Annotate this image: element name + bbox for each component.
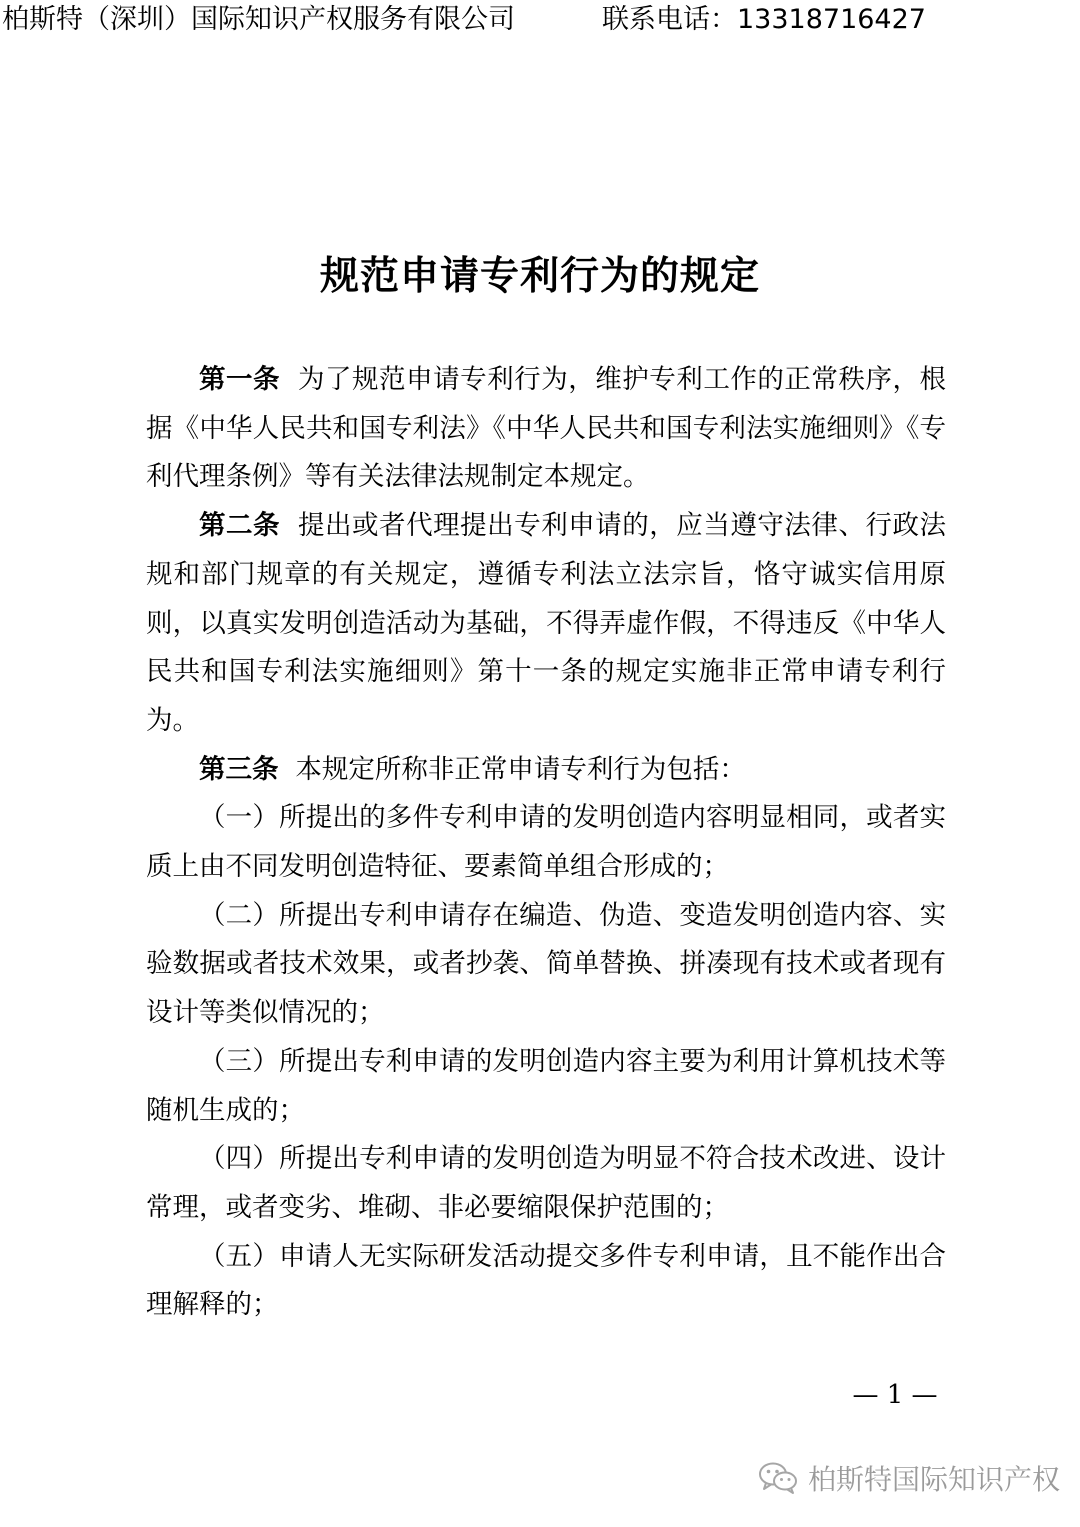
document-body [146,356,946,1330]
wechat-icon [758,1461,798,1495]
wechat-watermark [758,1456,1060,1500]
header-bar [0,0,1080,44]
list-item-text: （三）所提出专利申请的发明创造内容主要为利用计算机技术等随机生成的； [146,1045,946,1126]
company-name: 柏斯特（深圳）国际知识产权服务有限公司 [2,4,515,35]
watermark-text: 柏斯特国际知识产权 [808,1463,1061,1496]
article-text: 为了规范申请专利行为，维护专利工作的正常秩序，根据《中华人民共和国专利法》《中华人民共和国专利法实施细则》《专利代理条例》等有关法律法规制定本规定。 [146,364,947,493]
list-item [146,1233,946,1330]
page-number: — 1 — [852,1380,938,1410]
list-item [146,892,946,1038]
list-item-text: （一）所提出的多件专利申请的发明创造内容明显相同，或者实质上由不同发明创造特征、要素简单组合形成的； [146,802,946,883]
document-title: 规范申请专利行为的规定 [319,253,760,299]
list-item [146,1038,946,1135]
list-item [146,794,946,891]
article-heading: 第二条 [199,510,281,542]
article-heading: 第一条 [199,364,281,395]
list-item-text: （四）所提出专利申请的发明创造为明显不符合技术改进、设计常理，或者变劣、堆砌、非必要缩限保护范围的； [146,1143,946,1223]
article-text: 本规定所称非正常申请专利行为包括： [295,753,746,785]
article-heading: 第三条 [199,753,279,785]
list-item [146,1135,946,1232]
article-text: 提出或者代理提出专利申请的，应当遵守法律、行政法规和部门规章的有关规定，遵循专利法立法宗旨，恪守诚实信用原则，以真实发明创造活动为基础，不得弄虚作假，不得违反《中华人民共和国专利法实施细则》第十一条的规定实施非正常申请专利行为。 [146,510,947,736]
list-item-text: （五）申请人无实际研发活动提交多件专利申请，且不能作出合理解释的； [146,1240,946,1321]
article-paragraph [146,746,946,795]
contact-phone: 联系电话：13318716427 [602,4,926,35]
article-paragraph [146,356,946,502]
article-paragraph [146,502,946,746]
list-item-text: （二）所提出专利申请存在编造、伪造、变造发明创造内容、实验数据或者技术效果，或者抄袭、简单替换、拼凑现有技术或者现有设计等类似情况的； [146,899,946,1029]
